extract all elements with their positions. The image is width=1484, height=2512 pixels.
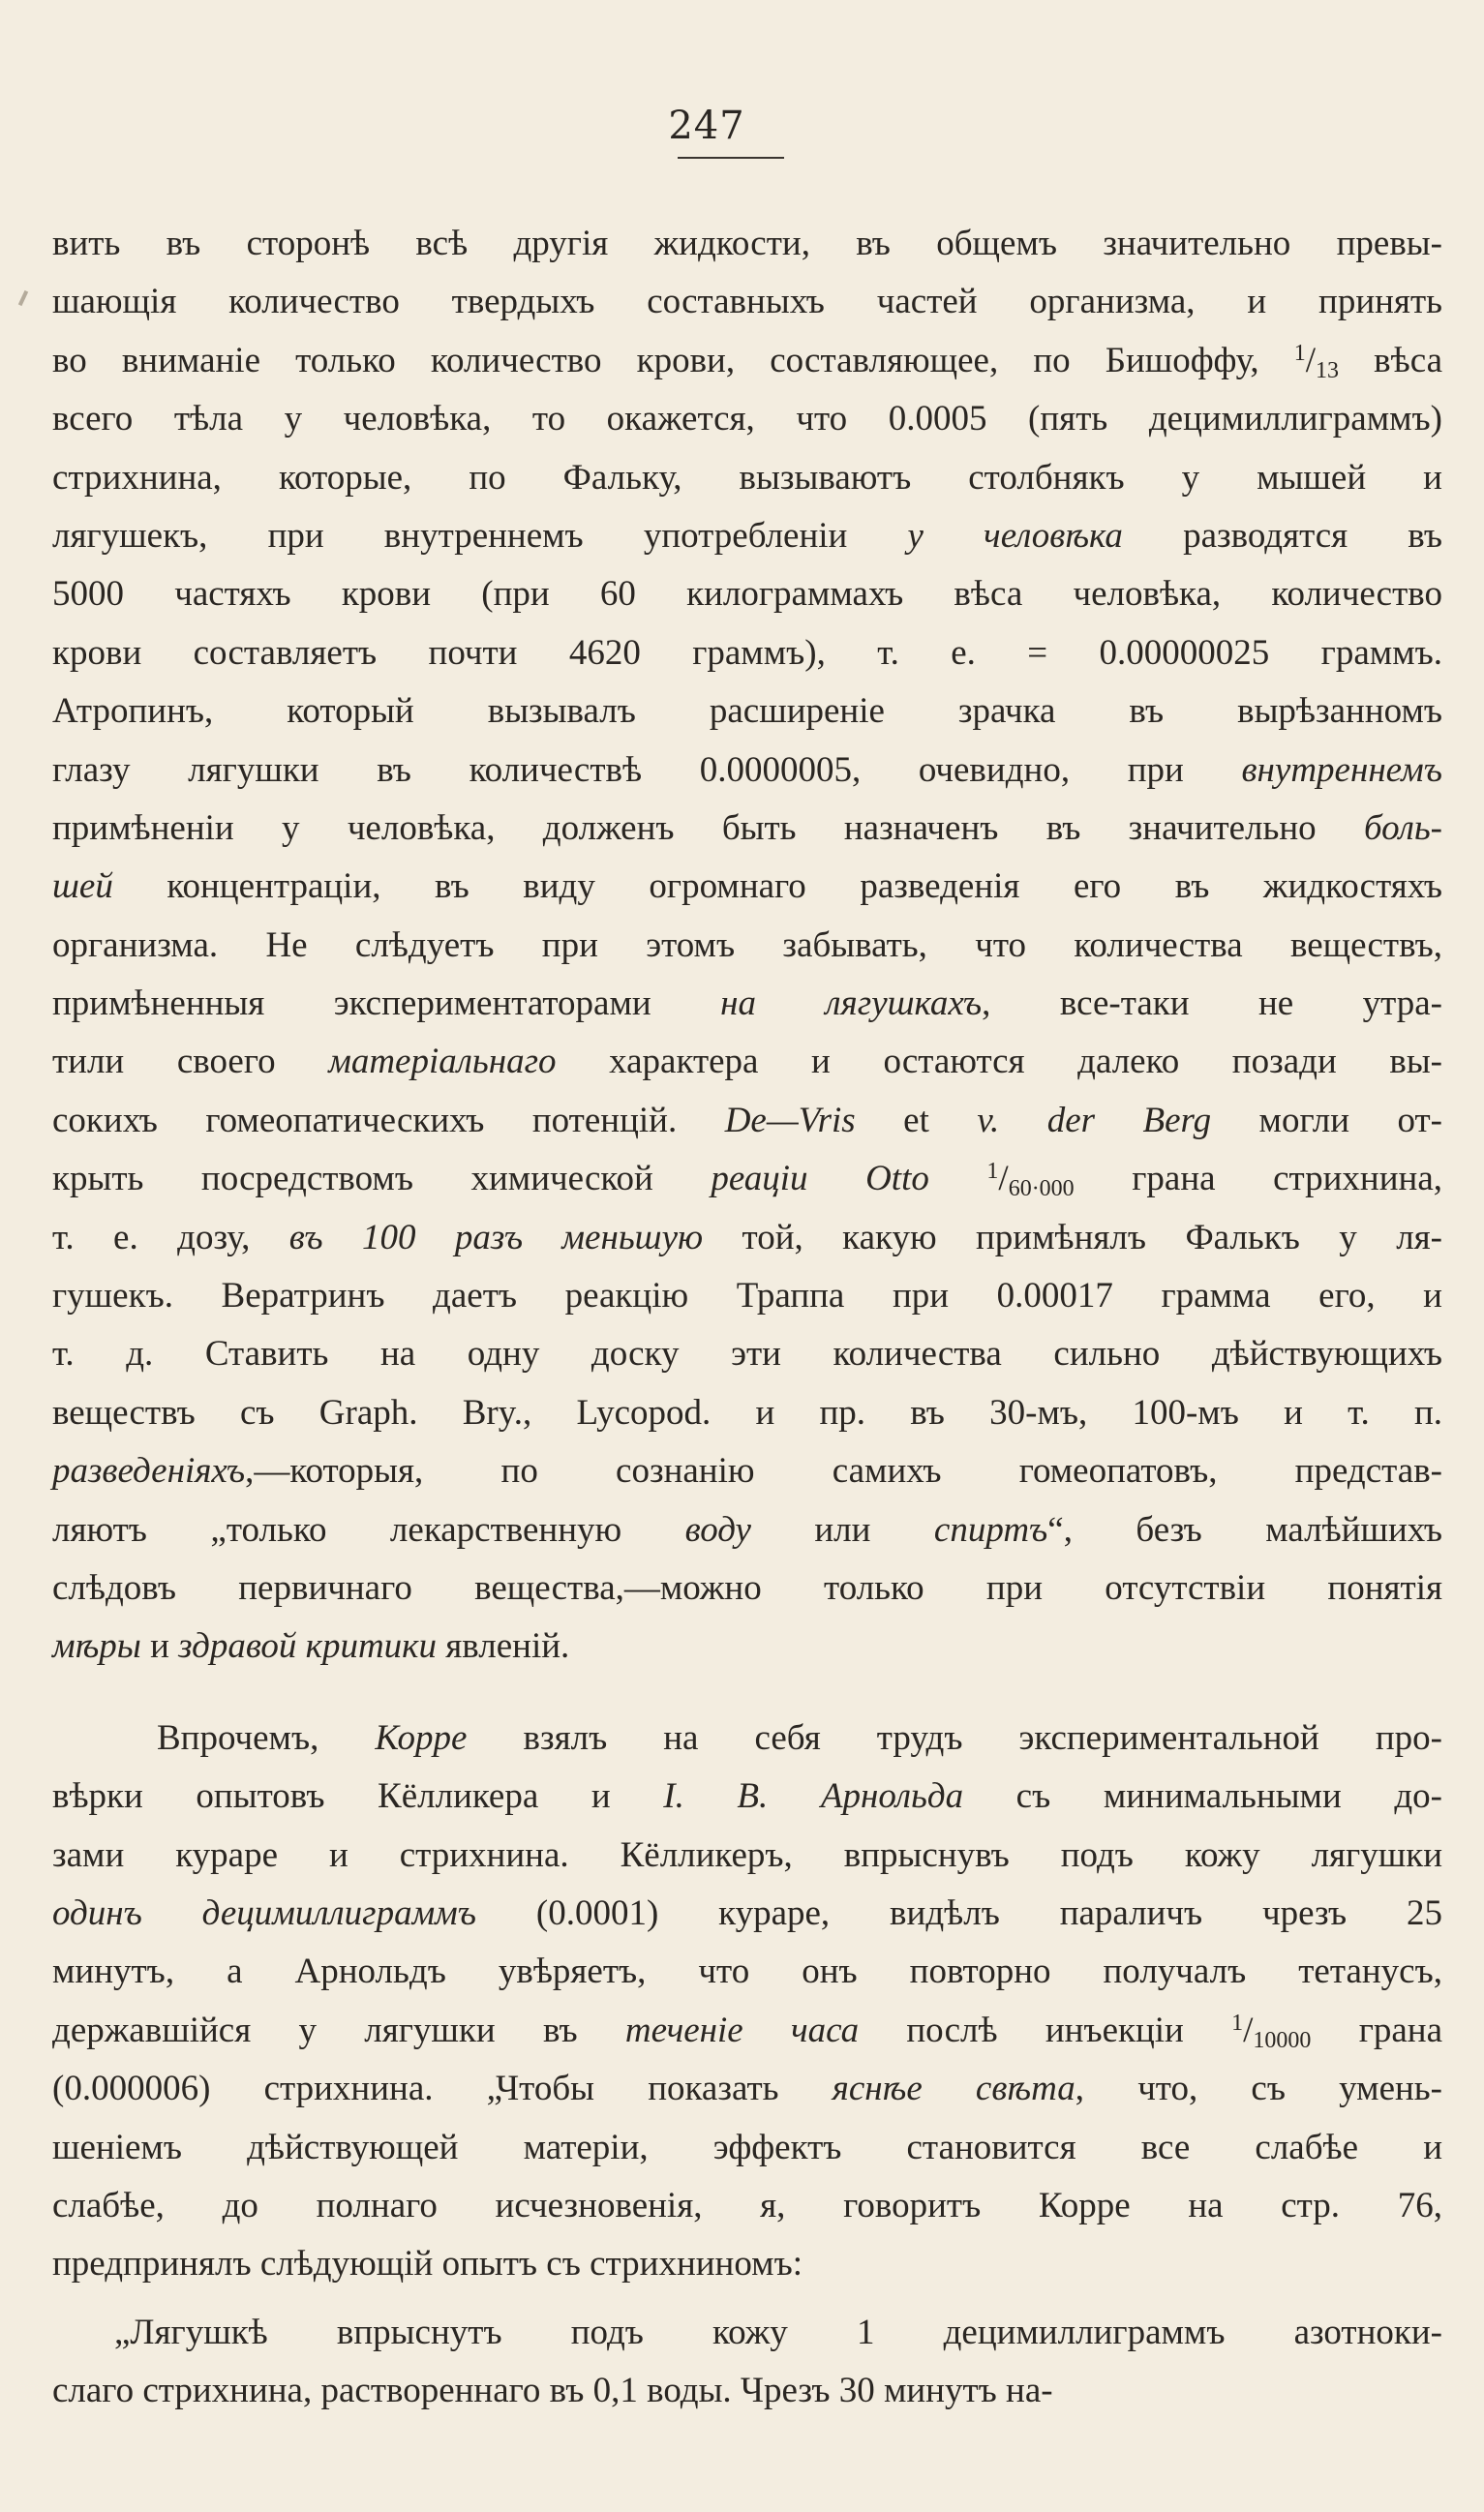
italic-text: мѣры	[52, 1626, 141, 1667]
italic-text: Корре	[375, 1717, 468, 1758]
page-number: 247	[668, 104, 745, 148]
text-line: примѣненныя экспериментаторами на лягушкахъ, все-таки не утра-	[52, 984, 1442, 1024]
text-line: Атропинъ, который вызывалъ расширеніе зрачка въ вырѣзанномъ	[52, 691, 1442, 732]
italic-text: разведеніяхъ	[52, 1451, 246, 1492]
text-line: веществъ съ Graph. Bry., Lycopod. и пр. въ 30-мъ, 100-мъ и т. п.	[52, 1392, 1442, 1433]
italic-text: I. B. Арнольда	[663, 1776, 964, 1817]
text-line: шеніемъ дѣйствующей матеріи, эффектъ становится все слабѣе и	[52, 2127, 1442, 2167]
text-line: т. д. Ставить на одну доску эти количества сильно дѣйствующихъ	[52, 1334, 1442, 1375]
fraction-numerator: 1	[1293, 340, 1306, 366]
italic-text: боль-	[1364, 807, 1442, 848]
italic-text: яснѣе свѣта	[832, 2069, 1075, 2109]
fraction-denominator: 10000	[1253, 2027, 1312, 2053]
text-line: сокихъ гомеопатическихъ потенцій. De—Vris et v. der Berg могли от-	[52, 1100, 1443, 1140]
text-line: гушекъ. Вератринъ даетъ реакцію Траппа при 0.00017 грамма его, и	[52, 1276, 1442, 1317]
italic-text: спиртъ	[933, 1509, 1048, 1550]
margin-mark	[18, 290, 28, 306]
paragraph	[52, 1710, 1442, 2294]
text-line: „Лягушкѣ впрыснутъ подъ кожу 1 децимиллиграммъ азотноки-	[114, 2312, 1442, 2352]
page-number-underline	[678, 157, 784, 159]
italic-text: матеріальнаго	[328, 1042, 557, 1082]
text-line: Впрочемъ, Корре взялъ на себя трудъ экспериментальной про-	[157, 1717, 1442, 1758]
text-line: лягушекъ, при внутреннемъ употребленіи у человѣка разводятся въ	[52, 515, 1442, 556]
text-line: слѣдовъ первичнаго вещества,—можно только при отсутствіи понятія	[52, 1567, 1442, 1608]
text-line: (0.000006) стрихнина. „Чтобы показать яснѣе свѣта, что, съ умень-	[52, 2069, 1442, 2109]
fraction-numerator: 1	[986, 1159, 999, 1185]
text-line: крыть посредствомъ химической реаціи Otto $^1/_{60\cdot 000}$ грана стрихнина,	[52, 1159, 1442, 1202]
text-line: организма. Не слѣдуетъ при этомъ забывать, что количества веществъ,	[52, 924, 1442, 965]
text-line: во вниманіе только количество крови, составляющее, по Бишоффу, $^1/_{13}$ вѣса	[52, 340, 1443, 383]
italic-text: воду	[684, 1509, 751, 1550]
text-line: державшійся у лягушки въ теченіе часа послѣ инъекціи $^1/_{10000}$ грана	[52, 2010, 1443, 2053]
text-line: стрихнина, которые, по Фальку, вызываютъ столбнякъ у мышей и	[52, 457, 1442, 498]
italic-text: теченіе часа	[624, 2010, 860, 2050]
paragraph	[52, 2304, 1442, 2421]
italic-text: здравой критики	[178, 1626, 437, 1667]
body-text	[52, 215, 1442, 2420]
text-line: глазу лягушки въ количествѣ 0.0000005, очевидно, при внутреннемъ	[52, 749, 1442, 790]
italic-text: De—Vris	[724, 1100, 856, 1140]
text-line: крови составляетъ почти 4620 граммъ), т. е. = 0.00000025 граммъ.	[52, 632, 1442, 673]
fraction-denominator: 60·000	[1008, 1176, 1075, 1202]
italic-text: внутреннемъ	[1241, 749, 1442, 790]
text-line: предпринялъ слѣдующій опытъ съ стрихниномъ:	[52, 2244, 803, 2285]
paragraph	[52, 215, 1442, 1677]
text-line: одинъ децимиллиграммъ (0.0001) кураре, видѣлъ параличъ чрезъ 25	[52, 1892, 1443, 1933]
text-line: разведеніяхъ,—которыя, по сознанію самихъ гомеопатовъ, представ-	[52, 1451, 1442, 1492]
fraction-numerator: 1	[1231, 2010, 1244, 2036]
text-line: зами кураре и стрихнина. Кёлликеръ, впрыснувъ подъ кожу лягушки	[52, 1834, 1442, 1875]
text-line: слабѣе, до полнаго исчезновенія, я, говоритъ Корре на стр. 76,	[52, 2185, 1442, 2225]
text-line: мѣры и здравой критики явленій.	[52, 1626, 570, 1667]
text-line: 5000 частяхъ крови (при 60 килограммахъ вѣса человѣка, количество	[52, 574, 1442, 615]
text-line: слаго стрихнина, раствореннаго въ 0,1 воды. Чрезъ 30 минутъ на-	[52, 2371, 1053, 2411]
italic-text: одинъ децимиллиграммъ	[52, 1892, 476, 1933]
text-line: шающія количество твердыхъ составныхъ частей организма, и принять	[52, 282, 1442, 322]
text-line: минутъ, а Арнольдъ увѣряетъ, что онъ повторно получалъ тетанусъ,	[52, 1952, 1442, 1992]
italic-text: шей	[52, 866, 113, 907]
text-line: вить въ сторонѣ всѣ другія жидкости, въ общемъ значительно превы-	[52, 224, 1442, 263]
text-line: примѣненіи у человѣка, долженъ быть назначенъ въ значительно боль-	[52, 807, 1442, 848]
italic-text: реаціи Otto	[711, 1159, 929, 1199]
text-line: всего тѣла у человѣка, то окажется, что 0.0005 (пять децимиллиграммъ)	[52, 399, 1442, 439]
text-line: ляютъ „только лекарственную воду или спиртъ“, безъ малѣйшихъ	[52, 1509, 1442, 1550]
italic-text: въ 100 разъ меньшую	[288, 1217, 704, 1257]
italic-text: v. der Berg	[977, 1100, 1212, 1140]
italic-text: у человѣка	[907, 515, 1123, 556]
text-line: шей концентраціи, въ виду огромнаго разведенія его въ жидкостяхъ	[52, 866, 1442, 907]
text-line: тили своего матеріальнаго характера и остаются далеко позади вы-	[52, 1042, 1442, 1082]
text-line: т. е. дозу, въ 100 разъ меньшую той, какую примѣнялъ Фалькъ у ля-	[52, 1217, 1442, 1257]
fraction-denominator: 13	[1316, 357, 1340, 383]
text-line: вѣрки опытовъ Кёлликера и I. B. Арнольда съ минимальными до-	[52, 1776, 1443, 1817]
italic-text: на лягушкахъ	[720, 984, 983, 1024]
